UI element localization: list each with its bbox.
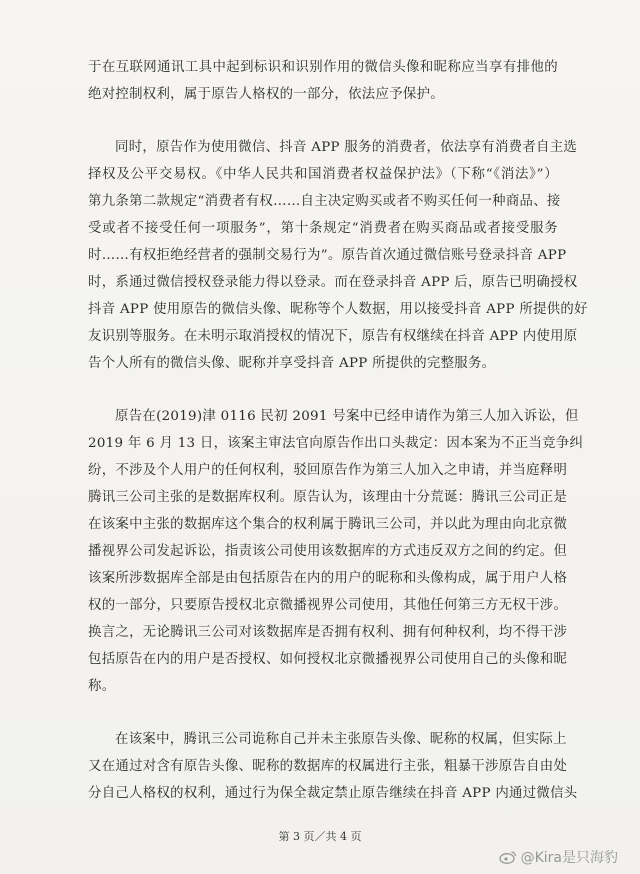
page-footer: 第 3 页／共 4 页 — [278, 830, 362, 843]
text-line: 该案所涉数据库全部是由包括原告在内的用户的昵称和头像构成，属于用户人格 — [88, 571, 568, 586]
text-line: 第九条第二款规定“消费者有权……自主决定购买或者不购买任何一种商品、接 — [88, 194, 561, 209]
text-line: 腾讯三公司主张的是数据库权利。原告认为，该理由十分荒诞：腾讯三公司正是 — [88, 490, 568, 505]
text-line: 在该案中，腾讯三公司诡称自己并未主张原告头像、昵称的权属，但实际上 — [115, 732, 567, 747]
text-line: 分自己人格权的权利，通过行为保全裁定禁止原告继续在抖音 APP 内通过微信头 — [88, 786, 578, 801]
text-line: 纷，不涉及个人用户的任何权利，驳回原告作为第三人加入之申请，并当庭释明 — [88, 463, 568, 478]
text-line: 抖音 APP 使用原告的微信头像、昵称等个人数据，用以接受抖音 APP 所提供的好 — [88, 302, 588, 317]
document-body — [88, 54, 588, 833]
watermark — [499, 847, 618, 867]
paragraph — [88, 403, 584, 700]
text-line: 告个人所有的微信头像、昵称并享受抖音 APP 所提供的完整服务。 — [88, 356, 496, 371]
text-line: 于在互联网通讯工具中起到标识和识别作用的微信头像和昵称应当享有排他的 — [88, 60, 558, 75]
watermark-text: @Kira是只海豹 — [520, 850, 618, 866]
text-line: 受或者不接受任何一项服务”，第十条规定“消费者在购买商品或者接受服务 — [88, 221, 558, 236]
paragraph — [88, 134, 588, 377]
text-line: 时……有权拒绝经营者的强制交易行为”。原告首次通过微信账号登录抖音 APP — [88, 248, 567, 263]
paragraph — [88, 726, 578, 807]
text-line: 播视界公司发起诉讼，指责该公司使用该数据库的方式违反双方之间的约定。但 — [88, 544, 568, 559]
text-line: 友识别等服务。在未明示取消授权的情况下，原告有权继续在抖音 APP 内使用原 — [88, 329, 578, 344]
text-line: 包括原告在内的用户是否授权、如何授权北京微播视界公司使用自己的头像和昵 — [88, 652, 568, 667]
text-line: 2019 年 6 月 13 日，该案主审法官向原告作出口头裁定：因本案为不正当竞争纠 — [88, 436, 584, 451]
text-line: 时，系通过微信授权登录能力得以登录。而在登录抖音 APP 后，原告已明确授权 — [88, 275, 578, 290]
paragraph — [88, 54, 558, 108]
text-line: 在该案中主张的数据库这个集合的权利属于腾讯三公司，并以此为理由向北京微 — [88, 517, 568, 532]
text-line: 又在通过对含有原告头像、昵称的数据库的权属进行主张，粗暴干涉原告自由处 — [88, 759, 568, 774]
text-line: 换言之，无论腾讯三公司对该数据库是否拥有权利、拥有何种权利，均不得干涉 — [88, 625, 568, 640]
text-line: 称。 — [88, 679, 116, 694]
text-line: 权的一部分，只要原告授权北京微播视界公司使用，其他任何第三方无权干涉。 — [88, 598, 568, 613]
text-line: 择权及公平交易权。《中华人民共和国消费者权益保护法》（下称“《消法》”） — [88, 167, 558, 182]
text-line: 原告在(2019)津 0116 民初 2091 号案中已经申请作为第三人加入诉讼，但 — [115, 409, 579, 424]
weibo-icon — [499, 850, 517, 864]
text-line: 同时，原告作为使用微信、抖音 APP 服务的消费者，依法享有消费者自主选 — [115, 140, 578, 155]
text-line: 绝对控制权利，属于原告人格权的一部分，依法应予保护。 — [88, 87, 444, 102]
